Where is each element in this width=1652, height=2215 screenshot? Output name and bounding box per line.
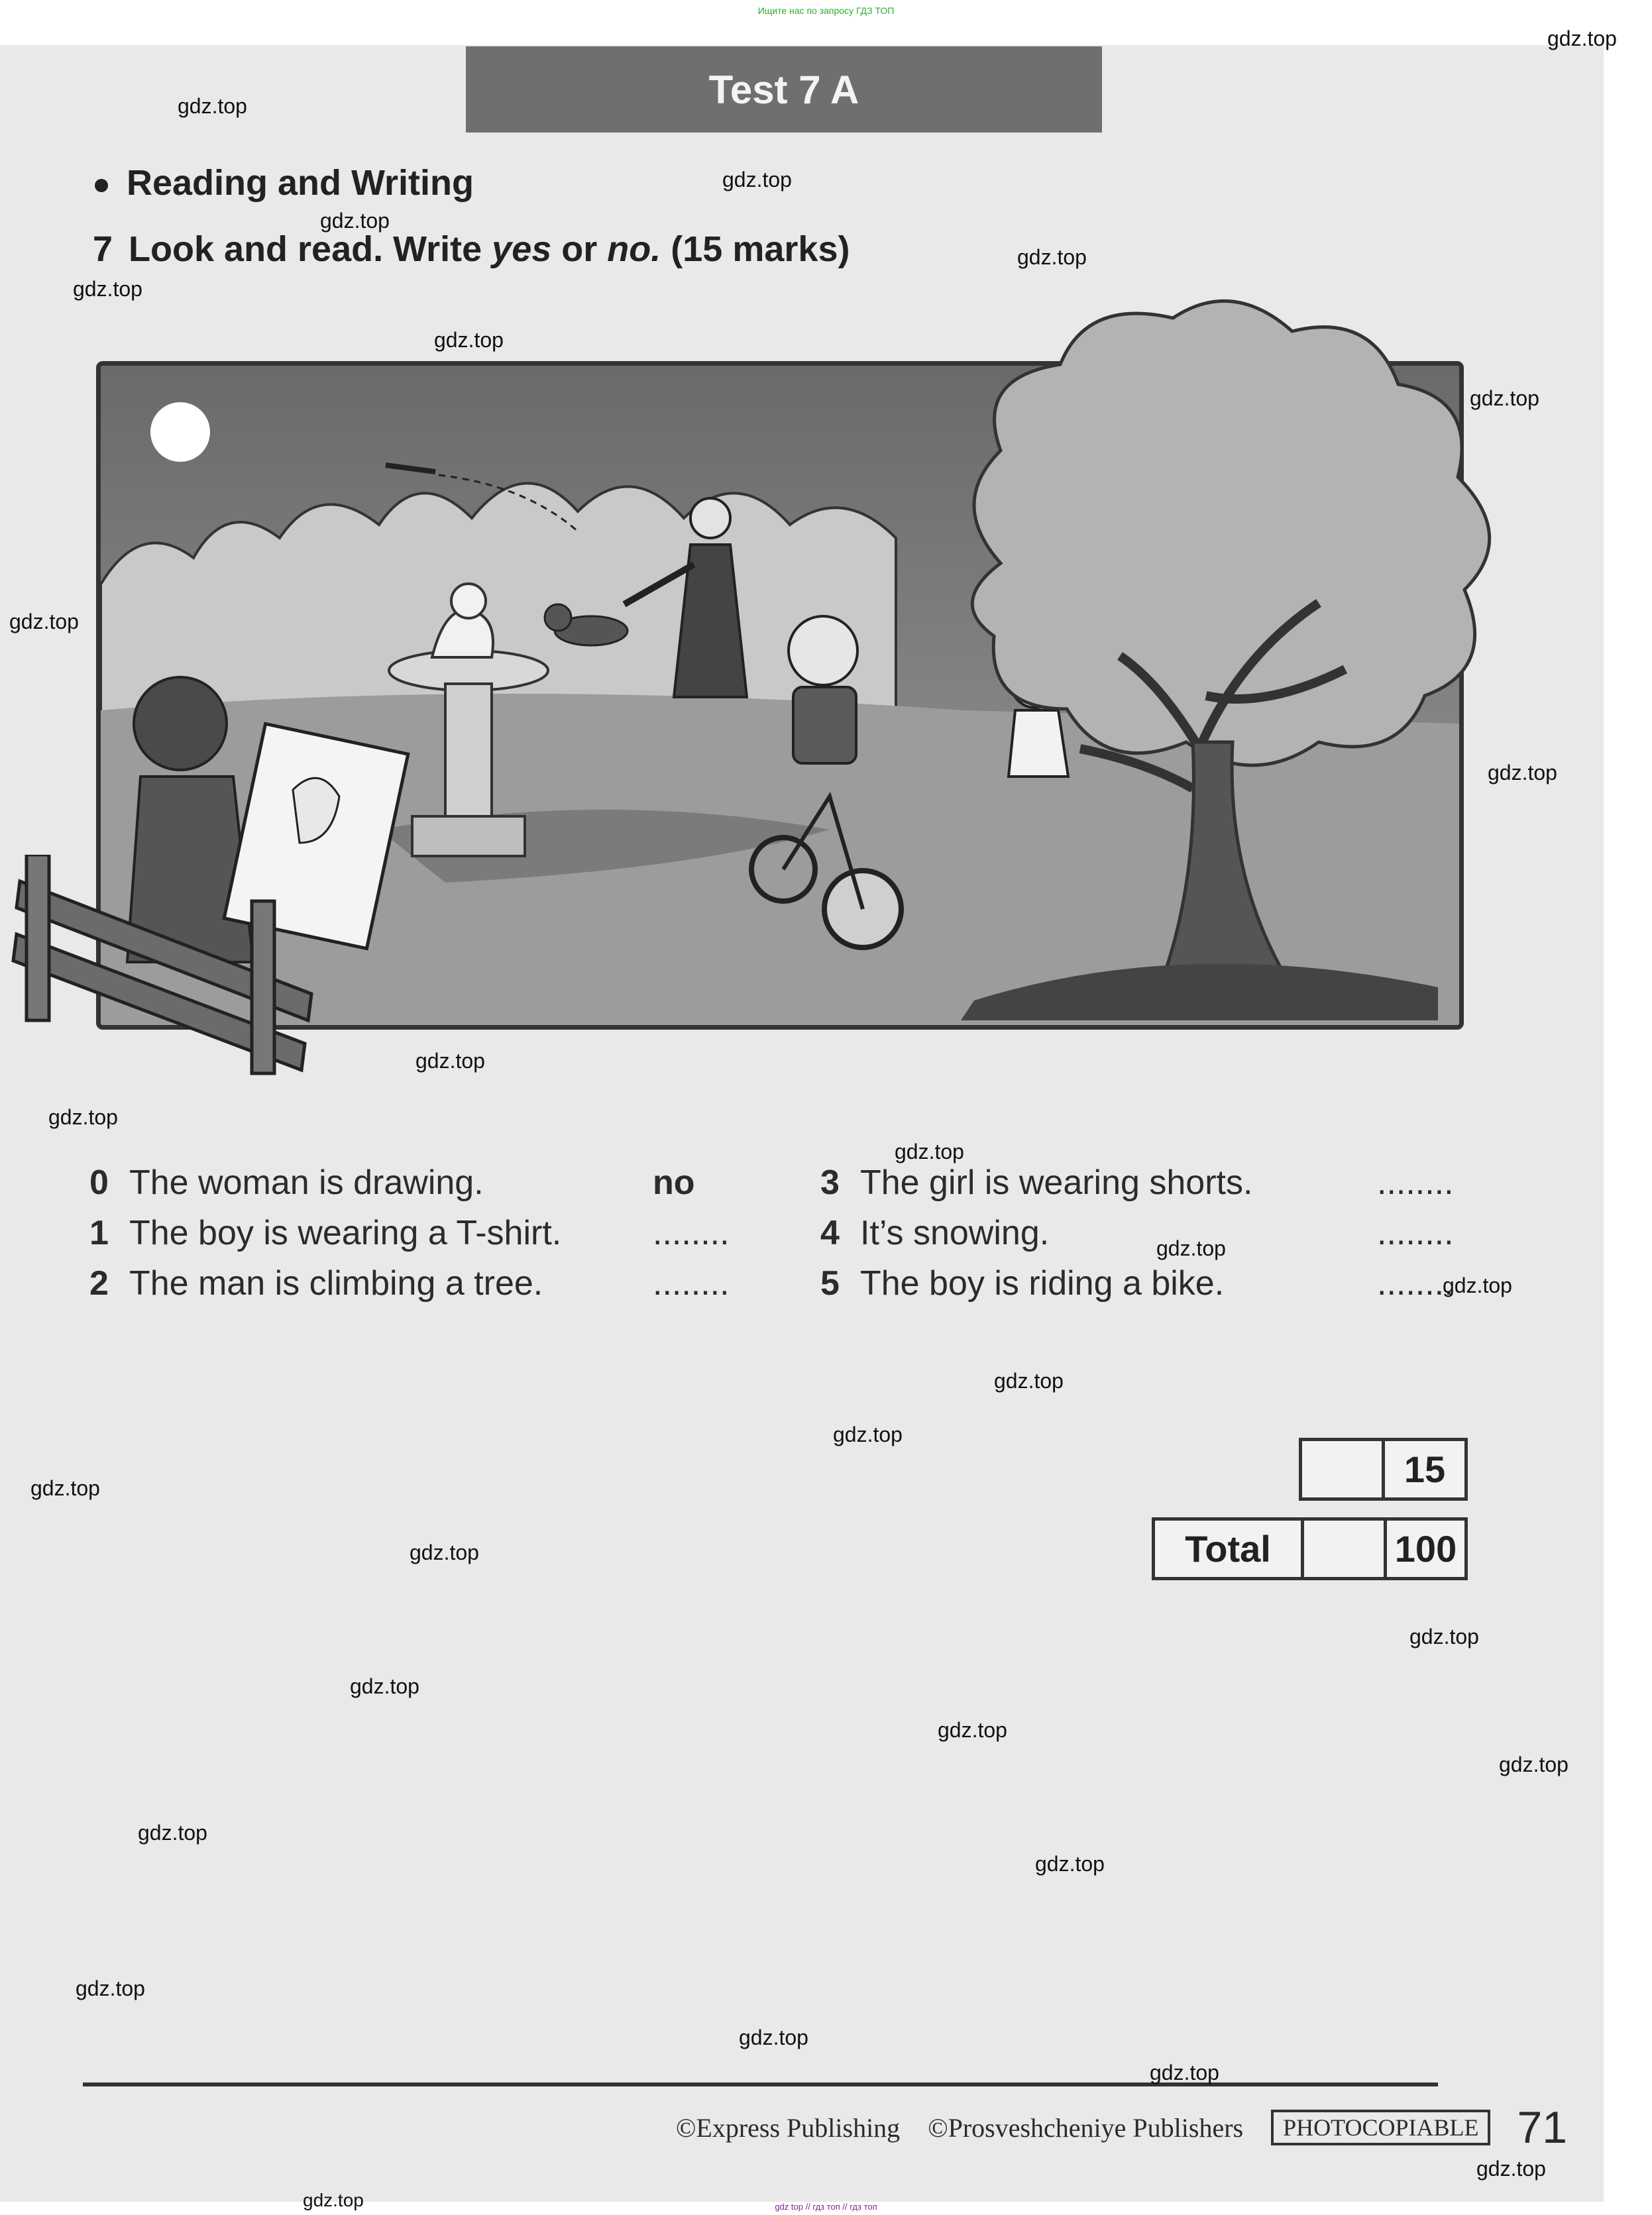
question-text: The woman is drawing. [129,1163,484,1202]
question-item [89,1163,752,1213]
task-instruction [93,229,850,270]
watermark: gdz.top [833,1423,903,1446]
answer-blank[interactable]: ........ [1377,1214,1454,1252]
watermark: gdz.top [434,328,504,352]
watermark: gdz.top [350,1674,419,1698]
watermark: gdz.top [320,209,390,233]
section-heading [95,162,474,203]
word-no: no. [607,229,661,269]
question-number: 0 [89,1163,109,1202]
bullet-icon [95,179,108,192]
watermark: gdz.top [138,1821,207,1845]
watermark: gdz.top [178,94,247,118]
score-input[interactable] [1302,1441,1382,1497]
watermark: gdz.top [1017,245,1087,269]
publisher-express: ©Express Publishing [676,2112,901,2143]
questions-right [820,1163,1490,1314]
question-text: It’s snowing. [860,1214,1050,1252]
answer-blank[interactable]: ........ [1377,1163,1454,1202]
watermark: gdz.top [895,1140,964,1163]
watermark: gdz.top [30,1476,100,1500]
watermark: gdz.top [722,168,792,191]
page-edge [1604,45,1652,2202]
answer-blank[interactable]: ........ [1377,1264,1454,1303]
watermark: gdz.top [1488,761,1557,784]
test-title: Test 7 A [466,46,1102,133]
watermark: gdz.top [739,2026,808,2049]
bottom-note: gdz top // гдз топ // гдз топ [775,2202,877,2212]
watermark: gdz.top [1443,1273,1512,1297]
question-text: The boy is riding a bike. [860,1264,1225,1303]
question-number: 5 [820,1264,840,1303]
watermark: gdz.top [73,277,142,301]
watermark: gdz.top [1499,1753,1569,1776]
watermark: gdz.top [1547,27,1617,50]
publisher-prosveshcheniye: ©Prosveshcheniye Publishers [928,2112,1244,2143]
watermark: gdz.top [1409,1625,1479,1648]
task-number: 7 [93,229,113,269]
watermark: gdz.top [1035,1852,1105,1876]
question-item [89,1213,752,1264]
top-note: Ищите нас по запросу ГДЗ ТОП [757,5,895,16]
task-text: Look and read. Write [129,229,482,269]
question-number: 3 [820,1163,840,1202]
watermark: gdz.top [48,1105,118,1129]
question-item [820,1163,1490,1213]
question-number: 1 [89,1214,109,1252]
question-text: The boy is wearing a T-shirt. [129,1214,562,1252]
section-max-score: 15 [1382,1441,1464,1497]
question-item [820,1264,1490,1314]
total-score-box [1152,1517,1468,1580]
watermark: gdz.top [1476,2157,1546,2181]
watermark: gdz.top [938,1718,1007,1742]
watermark: gdz.top [994,1369,1064,1393]
watermark: gdz.top [415,1049,485,1073]
question-item [820,1213,1490,1264]
answer-example: no [653,1163,695,1202]
answer-blank[interactable]: ........ [653,1214,730,1252]
photocopiable-label: PHOTOCOPIABLE [1271,2110,1490,2145]
page-number: 71 [1517,2102,1568,2153]
task-marks: (15 marks) [671,229,850,269]
watermark: gdz.top [76,1976,145,2000]
watermark: gdz.top [410,1540,479,1564]
total-label: Total [1185,1528,1271,1570]
word-yes: yes [492,229,552,269]
footer-divider [83,2082,1438,2086]
moon-icon [150,402,210,462]
watermark: gdz.top [1156,1236,1226,1260]
watermark: gdz.top [1150,2061,1219,2084]
watermark: gdz.top [1470,386,1539,410]
question-text: The girl is wearing shorts. [860,1163,1253,1202]
section-score-box [1299,1438,1468,1501]
page-footer [676,2102,1567,2153]
total-score-input[interactable] [1301,1521,1384,1577]
question-number: 2 [89,1264,109,1303]
total-max-score: 100 [1384,1521,1464,1577]
watermark: gdz.top [303,2190,364,2210]
watermark: gdz.top [9,610,79,633]
question-item [89,1264,752,1314]
section-title: Reading and Writing [127,163,474,203]
question-text: The man is climbing a tree. [129,1264,543,1303]
tree-icon [921,285,1531,1047]
answer-blank[interactable]: ........ [653,1264,730,1303]
word-or: or [561,229,598,269]
questions-left [89,1163,752,1314]
question-number: 4 [820,1214,840,1252]
bench-icon [7,855,325,1093]
